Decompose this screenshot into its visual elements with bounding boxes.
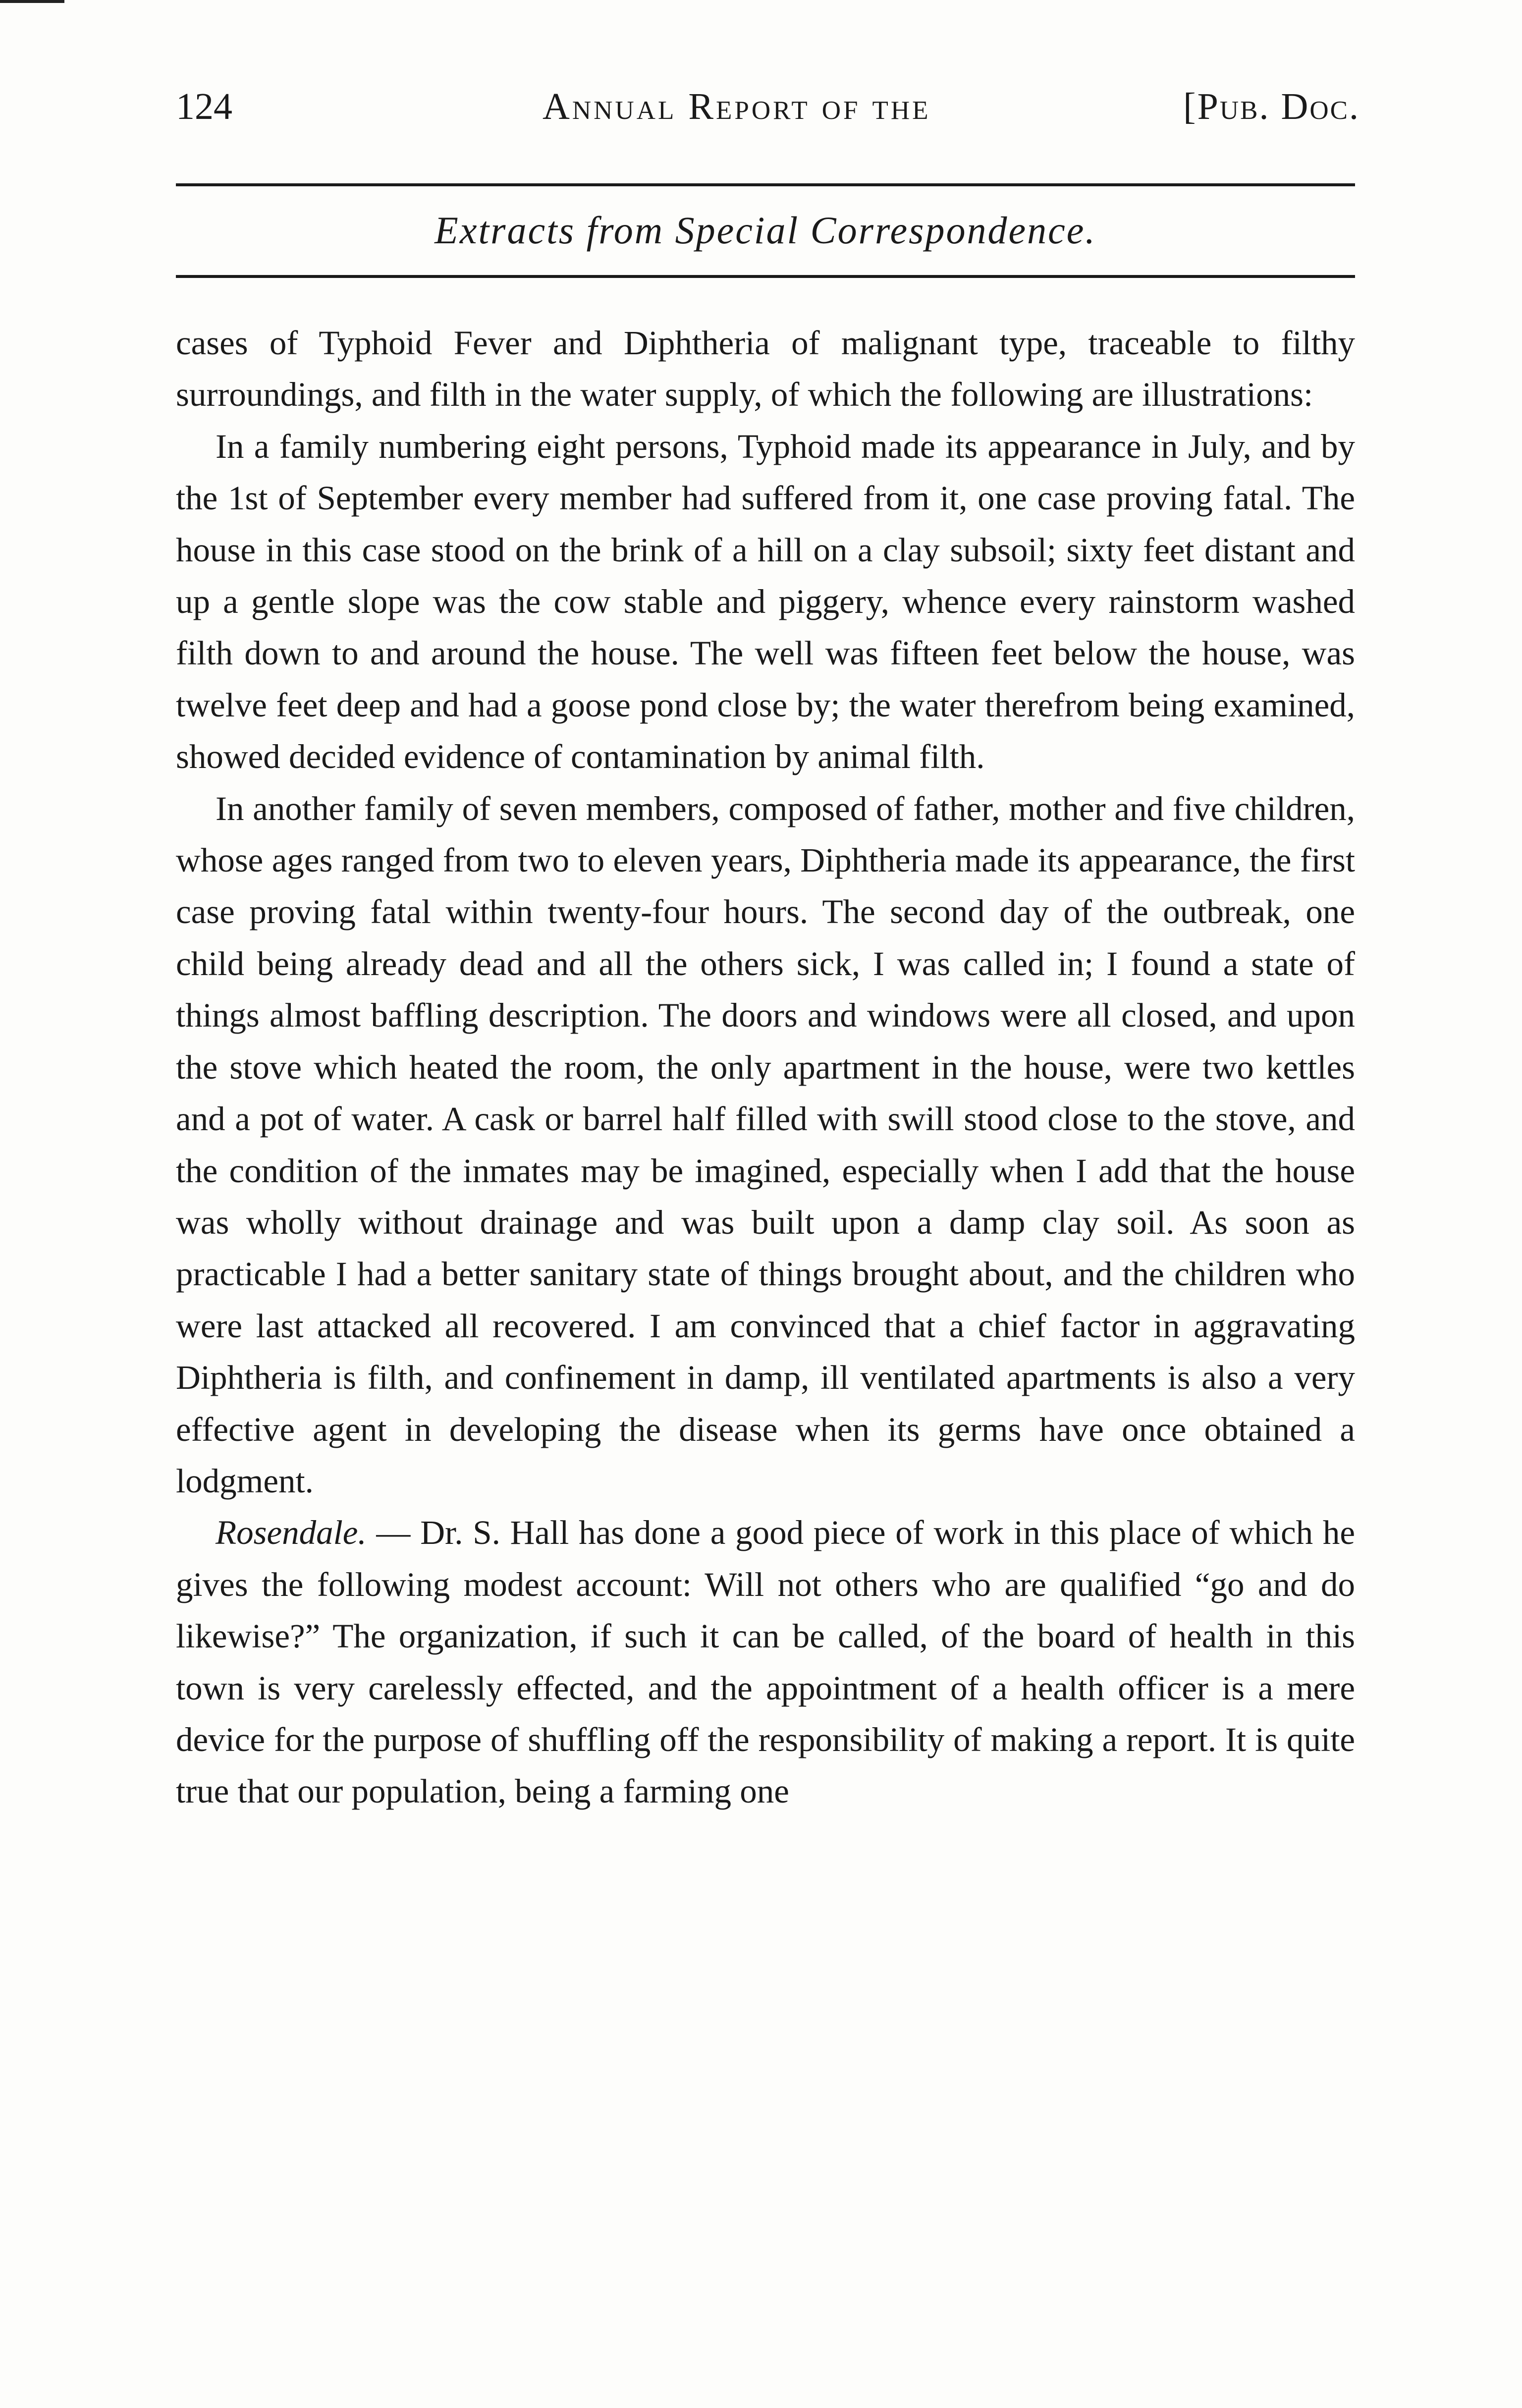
running-header xyxy=(176,79,1360,134)
running-title: Annual Report of the xyxy=(543,86,931,127)
paragraph-continued: cases of Typhoid Fever and Diphtheria of malignant type, traceable to filthy surroundings, and filth in the water supply, of which the following are illustrations: xyxy=(176,324,1355,414)
page-number: 124 xyxy=(176,86,232,127)
paragraph-rosendale-text: — Dr. S. Hall has done a good piece of work in this place of which he gives the following modest account: Will not others who are qualified “go and do likewise?” The organization, if such it can be called, of the board of health in this town is very carelessly effected, and the appointment of a health officer is a mere device for the purpose of shuffling off the responsibility of making a report. It is quite true that our population, being a farming one xyxy=(176,1514,1355,1810)
corner-mark xyxy=(0,0,64,3)
section-heading: Extracts from Special Correspondence. xyxy=(435,209,1096,252)
body-text xyxy=(176,317,1355,1817)
document-label: [Pub. Doc. xyxy=(1183,86,1360,127)
paragraph-rosendale xyxy=(176,1507,1355,1817)
place-name-rosendale: Rosendale. xyxy=(216,1514,367,1552)
header-rule-top xyxy=(176,183,1355,186)
paragraph-diphtheria-family: In another family of seven members, composed of father, mother and five children, whose ages ranged from two to eleven years, Diphtheria made its appearance, the first case proving fatal within twenty-four hours. The second day of the outbreak, one child being already dead and all the others sick, I was called in; I found a state of things almost baffling description. The doors and windows were all closed, and upon the stove which heated the room, the only apartment in the house, were two kettles and a pot of water. A cask or barrel half filled with swill stood close to the stove, and the condition of the inmates may be imagined, especially when I add that the house was wholly without drainage and was built upon a damp clay soil. As soon as practicable I had a better sanitary state of things brought about, and the children who were last attacked all recovered. I am convinced that a chief factor in aggravating Diphtheria is filth, and confinement in damp, ill ventilated apartments is also a very effective agent in developing the disease when its germs have once obtained a lodgment. xyxy=(176,789,1355,1500)
paragraph-typhoid-family: In a family numbering eight persons, Typhoid made its appearance in July, and by the 1st of September every member had suffered from it, one case proving fatal. The house in this case stood on the brink of a hill on a clay subsoil; sixty feet distant and up a gentle slope was the cow stable and piggery, whence every rainstorm washed filth down to and around the house. The well was fifteen feet below the house, was twelve feet deep and had a goose pond close by; the water therefrom being examined, showed decided evidence of contamination by animal filth. xyxy=(176,427,1355,776)
header-rule-bottom xyxy=(176,275,1355,278)
